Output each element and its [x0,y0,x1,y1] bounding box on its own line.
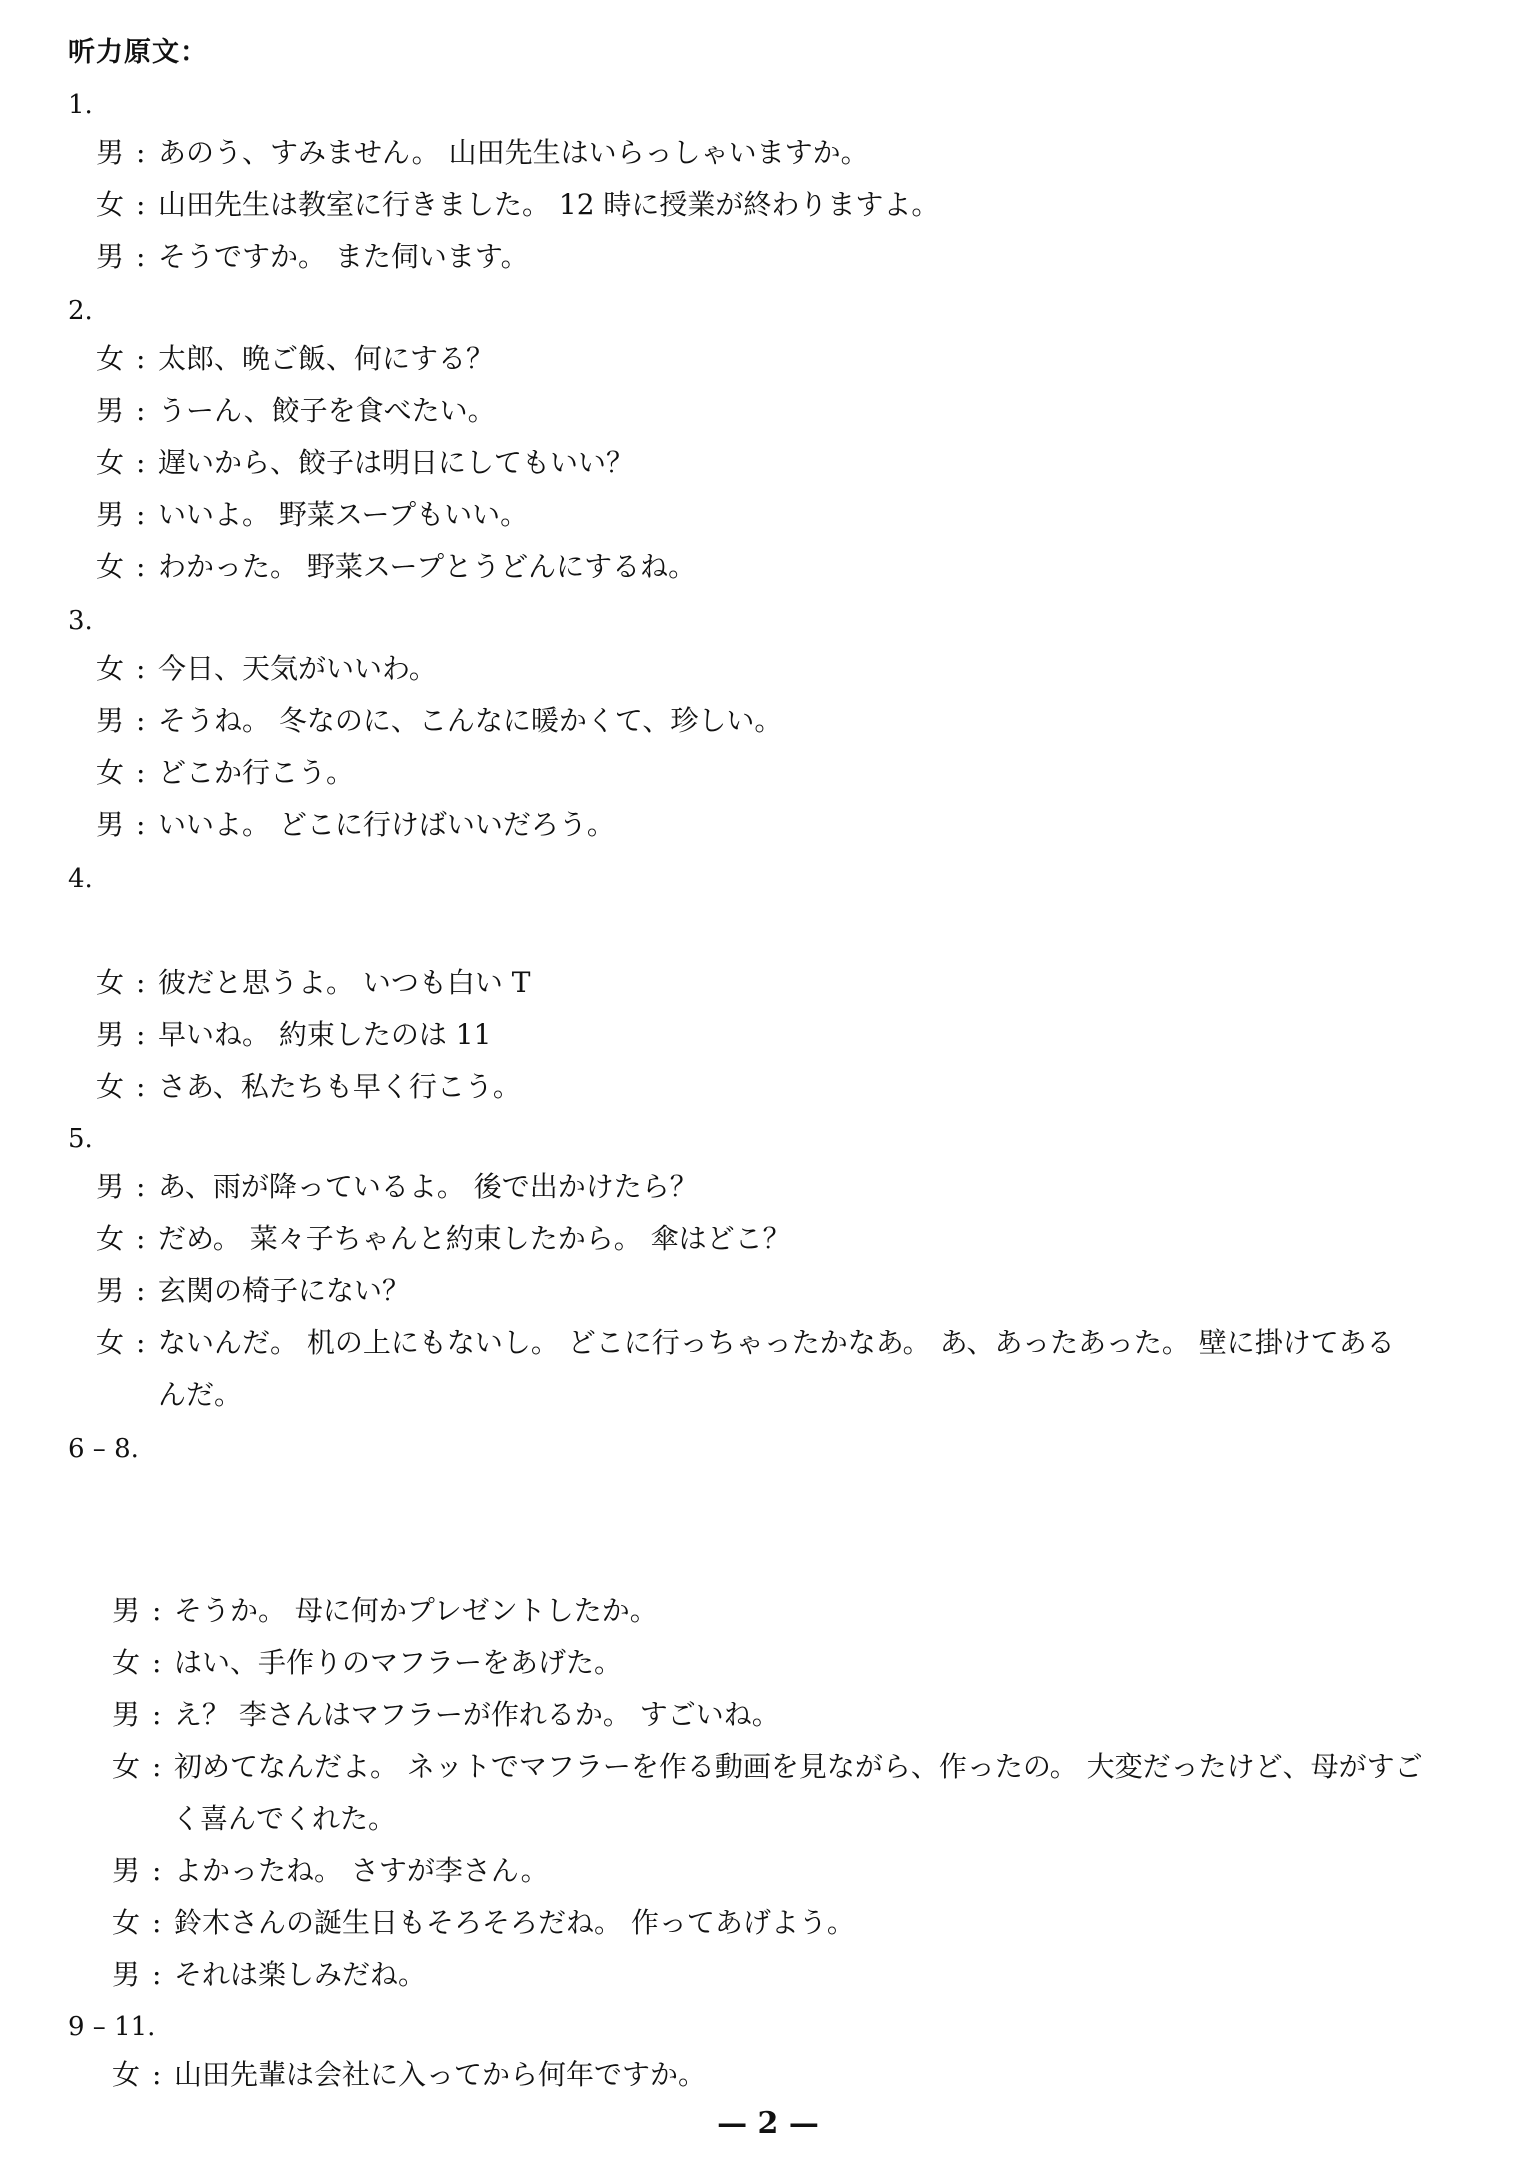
dialogue-line [112,1958,426,1992]
speaker-colon: : [136,652,146,685]
line-text: え？ 李さんはマフラーが作れるか。 すごいね。 [174,1698,780,1731]
dialogue-line [112,2058,706,2092]
speaker-colon: : [136,1274,146,1307]
speaker-colon: : [136,1222,146,1255]
dialogue-line [96,1222,791,1256]
speaker-label: 男 [112,1594,141,1627]
line-text: あのう、すみません。 山田先生はいらっしゃいますか。 [158,136,869,169]
speaker-colon: : [152,1958,162,1991]
dialogue-line [96,1018,491,1052]
dialogue-line [112,1854,549,1888]
speaker-label: 男 [96,704,125,737]
dialogue-line [96,1070,521,1104]
speaker-label: 男 [96,136,125,169]
speaker-colon: : [136,188,146,221]
line-text: だめ。 菜々子ちゃんと約束したから。 傘はどこ？ [158,1222,791,1255]
speaker-label: 女 [96,446,125,479]
line-text: 鈴木さんの誕生日もそろそろだね。 作ってあげよう。 [174,1906,855,1939]
dialogue-line [96,1170,698,1204]
dialogue-line [96,966,530,1000]
dialogue-line [96,394,496,428]
section-number: 4. [68,864,93,894]
speaker-colon: : [136,394,146,427]
dialogue-line [112,1646,622,1680]
line-text: 彼だと思うよ。 いつも白い T [158,966,531,999]
section-number: 9 – 11. [68,2012,156,2042]
speaker-colon: : [136,808,146,841]
speaker-colon: : [152,1698,162,1731]
speaker-label: 男 [96,240,125,273]
dialogue-line [112,1594,658,1628]
speaker-label: 女 [96,966,125,999]
line-text: 今日、天気がいいわ。 [158,652,437,685]
speaker-label: 女 [112,1646,141,1679]
speaker-colon: : [136,498,146,531]
speaker-colon: : [136,240,146,273]
line-text: はい、手作りのマフラーをあげた。 [174,1646,623,1679]
line-text: 玄関の椅子にない？ [158,1274,411,1307]
speaker-label: 女 [96,188,125,221]
line-continuation: んだ。 [158,1378,243,1411]
speaker-label: 男 [112,1698,141,1731]
speaker-label: 男 [96,498,125,531]
dialogue-line [96,756,354,790]
speaker-colon: : [136,1326,146,1359]
line-text: そうね。 冬なのに、こんなに暖かくて、珍しい。 [158,704,783,737]
speaker-label: 男 [112,1958,141,1991]
dialogue-line [96,188,939,222]
line-text: よかったね。 さすが李さん。 [174,1854,549,1887]
speaker-colon: : [136,756,146,789]
speaker-label: 女 [96,342,125,375]
line-text: さあ、私たちも早く行こう。 [158,1070,521,1103]
dialogue-line [96,342,494,376]
dialogue-line [96,704,782,738]
line-text: それは楽しみだね。 [174,1958,427,1991]
line-text: うーん、餃子を食べたい。 [158,394,496,427]
dialogue-line [96,652,437,686]
speaker-colon: : [136,1018,146,1051]
dialogue-line [96,136,869,170]
speaker-colon: : [136,136,146,169]
speaker-label: 女 [112,1906,141,1939]
speaker-label: 女 [96,1326,125,1359]
dialogue-line [112,1698,780,1732]
speaker-colon: : [152,1646,162,1679]
dialogue-line [96,550,696,584]
speaker-colon: : [136,1170,146,1203]
line-text: いいよ。 野菜スープもいい。 [158,498,529,531]
speaker-colon: : [136,1070,146,1103]
dialogue-line [96,446,634,480]
line-text: 山田先生は教室に行きました。 12 時に授業が終わりますよ。 [158,188,940,221]
speaker-label: 女 [96,652,125,685]
page-title: 听力原文： [68,37,208,68]
speaker-label: 女 [112,1750,141,1783]
speaker-colon: : [152,2058,162,2091]
section-number: 3. [68,606,93,636]
dialogue-line [96,240,529,274]
speaker-colon: : [152,1750,162,1783]
section-number: 5. [68,1124,93,1154]
page-number: — 2 — [717,2106,819,2141]
speaker-label: 女 [96,1070,125,1103]
section-number: 6 – 8. [68,1434,139,1464]
dialogue-line [96,1274,410,1308]
speaker-label: 男 [112,1854,141,1887]
line-text: 遅いから、餃子は明日にしてもいい？ [158,446,635,479]
line-text: 早いね。 約束したのは 11 [158,1018,492,1051]
line-text: わかった。 野菜スープとうどんにするね。 [158,550,697,583]
speaker-colon: : [152,1594,162,1627]
line-text: ないんだ。 机の上にもないし。 どこに行っちゃったかなあ。 あ、あったあった。 壁に掛けてある [158,1326,1395,1359]
line-text: そうですか。 また伺います。 [158,240,529,273]
dialogue-line [96,808,615,842]
speaker-label: 女 [96,550,125,583]
speaker-label: 男 [96,1170,125,1203]
speaker-colon: : [152,1906,162,1939]
line-text: あ、雨が降っているよ。 後で出かけたら？ [158,1170,698,1203]
line-text: 太郎、晩ご飯、何にする？ [158,342,495,375]
line-text: そうか。 母に何かプレゼントしたか。 [174,1594,658,1627]
speaker-label: 男 [96,1274,125,1307]
section-number: 1. [68,90,93,120]
speaker-colon: : [136,550,146,583]
speaker-label: 女 [96,1222,125,1255]
speaker-label: 男 [96,808,125,841]
section-number: 2. [68,296,93,326]
speaker-label: 男 [96,394,125,427]
line-continuation: く喜んでくれた。 [172,1802,397,1835]
line-text: 初めてなんだよ。 ネットでマフラーを作る動画を見ながら、作ったの。 大変だったけど、母がすご [174,1750,1423,1783]
line-text: いいよ。 どこに行けばいいだろう。 [158,808,615,841]
speaker-colon: : [152,1854,162,1887]
speaker-colon: : [136,704,146,737]
dialogue-line [96,1326,1395,1360]
speaker-label: 男 [96,1018,125,1051]
speaker-colon: : [136,446,146,479]
dialogue-line [112,1906,855,1940]
line-text: 山田先輩は会社に入ってから何年ですか。 [174,2058,707,2091]
dialogue-line [112,1750,1423,1784]
speaker-label: 女 [96,756,125,789]
speaker-label: 女 [112,2058,141,2091]
speaker-colon: : [136,966,146,999]
line-text: どこか行こう。 [158,756,355,789]
dialogue-line [96,498,528,532]
speaker-colon: : [136,342,146,375]
